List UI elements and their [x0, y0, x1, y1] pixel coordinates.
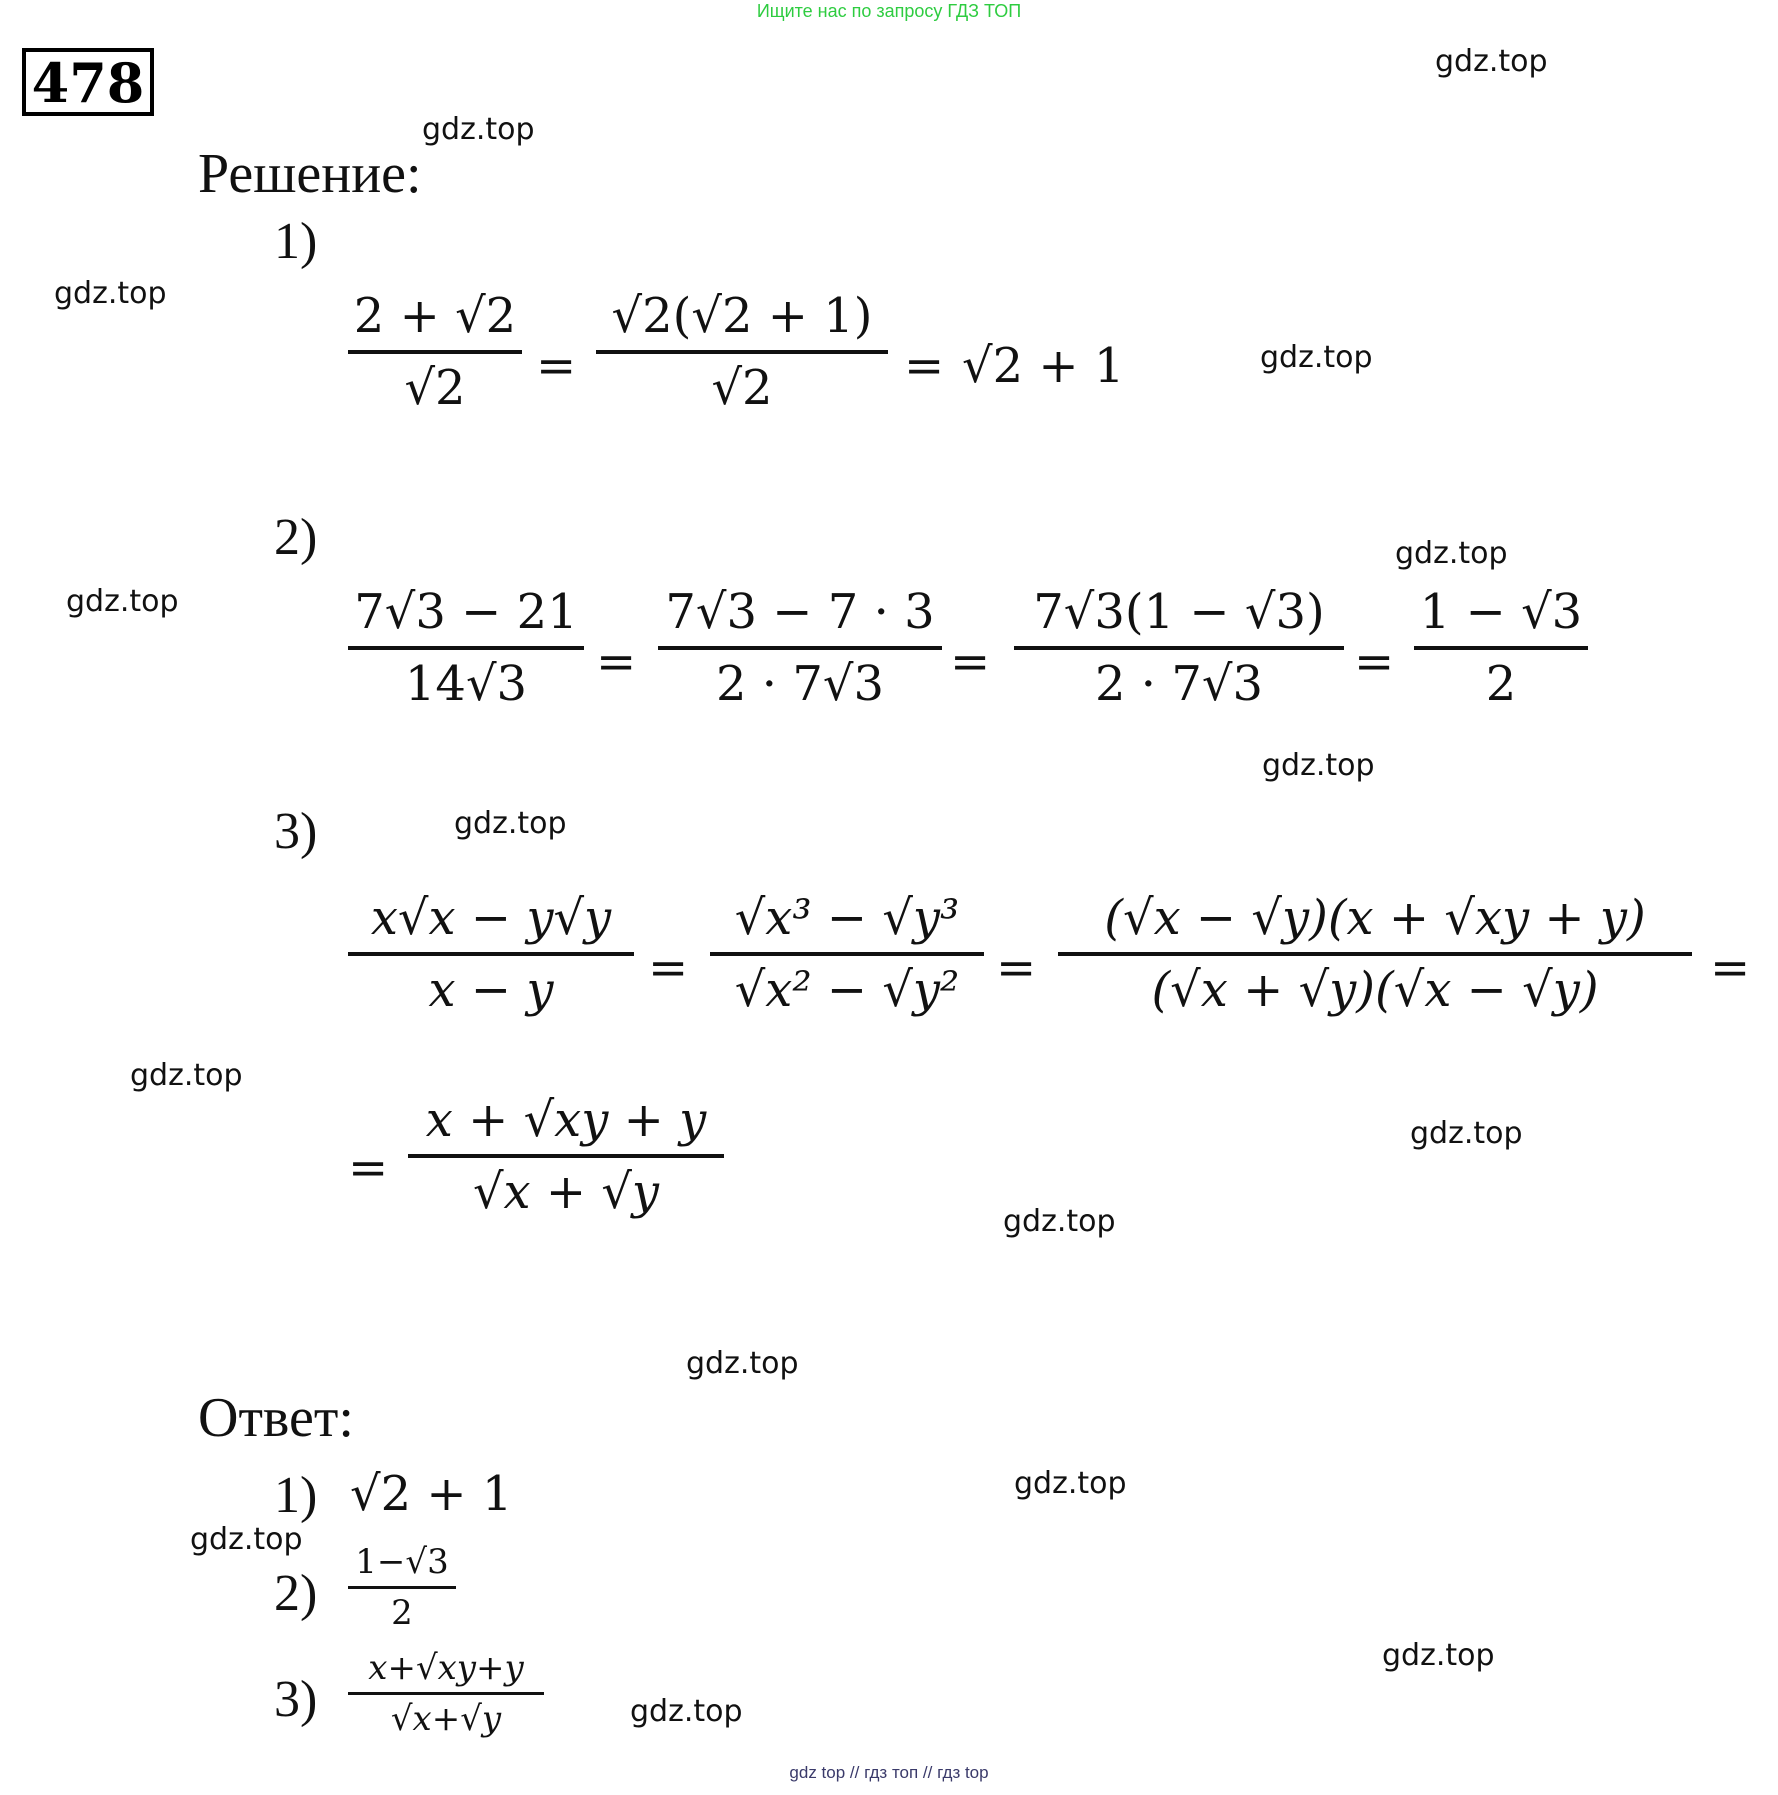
p2-fraction-4	[1414, 584, 1588, 712]
denominator: √x² − √y²	[734, 962, 960, 1018]
denominator: √2	[404, 360, 466, 416]
watermark: gdz.top	[454, 806, 567, 841]
p2-fraction-3	[1014, 584, 1344, 712]
watermark: gdz.top	[1260, 340, 1373, 375]
p1-result: √2 + 1	[962, 338, 1125, 394]
numerator: x√x − y√y	[348, 890, 634, 956]
denominator: 2	[391, 1593, 413, 1633]
answer-3-fraction	[348, 1648, 544, 1739]
watermark: gdz.top	[1262, 748, 1375, 783]
numerator: 7√3(1 − √3)	[1014, 584, 1344, 650]
footer-links: gdz top // гдз топ // гдз top	[789, 1763, 989, 1782]
watermark: gdz.top	[686, 1346, 799, 1381]
problem-number: 478	[22, 48, 154, 116]
denominator: √x + √y	[472, 1164, 660, 1220]
numerator: x + √xy + y	[408, 1092, 724, 1158]
denominator: 2 · 7√3	[716, 656, 884, 712]
equals-sign: =	[1710, 940, 1751, 996]
p3-fraction-2	[710, 890, 984, 1018]
search-banner: Ищите нас по запросу ГДЗ ТОП	[756, 1, 1022, 21]
equals-sign: =	[536, 338, 577, 394]
watermark: gdz.top	[630, 1694, 743, 1729]
equals-sign: =	[348, 1140, 389, 1196]
p3-fraction-3	[1058, 890, 1692, 1018]
watermark: gdz.top	[190, 1522, 303, 1557]
watermark: gdz.top	[1014, 1466, 1127, 1501]
denominator: (√x + √y)(√x − √y)	[1151, 962, 1599, 1018]
denominator: √2	[711, 360, 773, 416]
denominator: √x+√y	[390, 1699, 502, 1739]
numerator: x+√xy+y	[348, 1648, 544, 1695]
p2-fraction-1	[348, 584, 584, 712]
watermark: gdz.top	[1410, 1116, 1523, 1151]
solution-heading: Решение:	[198, 143, 422, 205]
answer-heading: Ответ:	[198, 1387, 354, 1449]
numerator: 1−√3	[348, 1542, 456, 1589]
p3-fraction-1	[348, 890, 634, 1018]
p2-fraction-2	[658, 584, 942, 712]
denominator: x − y	[428, 962, 554, 1018]
numerator: √x³ − √y³	[710, 890, 984, 956]
numerator: 2 + √2	[348, 288, 522, 354]
p1-fraction-1	[348, 288, 522, 416]
denominator: 2 · 7√3	[1095, 656, 1263, 712]
part-1-label: 1)	[274, 213, 318, 270]
equals-sign: =	[596, 634, 637, 690]
answer-3-label: 3)	[274, 1671, 318, 1728]
denominator: 14√3	[404, 656, 528, 712]
equals-sign: =	[904, 338, 945, 394]
watermark: gdz.top	[54, 276, 167, 311]
p1-fraction-2	[596, 288, 888, 416]
numerator: √2(√2 + 1)	[596, 288, 888, 354]
answer-2-fraction	[348, 1542, 456, 1633]
part-2-label: 2)	[274, 509, 318, 566]
part-3-label: 3)	[274, 803, 318, 860]
denominator: 2	[1485, 656, 1517, 712]
numerator: 7√3 − 7 · 3	[658, 584, 942, 650]
watermark: gdz.top	[422, 112, 535, 147]
numerator: (√x − √y)(x + √xy + y)	[1058, 890, 1692, 956]
numerator: 7√3 − 21	[348, 584, 584, 650]
answer-1-label: 1)	[274, 1467, 318, 1524]
watermark: gdz.top	[66, 584, 179, 619]
watermark: gdz.top	[1382, 1638, 1495, 1673]
equals-sign: =	[996, 940, 1037, 996]
equals-sign: =	[950, 634, 991, 690]
equals-sign: =	[648, 940, 689, 996]
answer-1-value: √2 + 1	[350, 1466, 513, 1522]
numerator: 1 − √3	[1414, 584, 1588, 650]
answer-2-label: 2)	[274, 1565, 318, 1622]
watermark: gdz.top	[1395, 536, 1508, 571]
p3-fraction-4	[408, 1092, 724, 1220]
watermark: gdz.top	[1435, 44, 1548, 79]
watermark: gdz.top	[1003, 1204, 1116, 1239]
equals-sign: =	[1354, 634, 1395, 690]
watermark: gdz.top	[130, 1058, 243, 1093]
